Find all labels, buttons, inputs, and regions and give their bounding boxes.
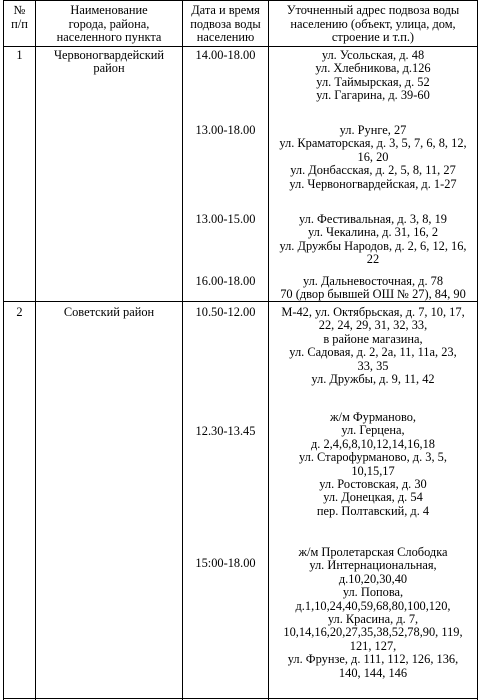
table-border-right — [477, 0, 478, 700]
delivery-time: 14.00-18.00 — [195, 48, 256, 62]
header-name — [36, 4, 182, 45]
header-divider — [3, 46, 478, 47]
address-line: 10,15,17 — [351, 463, 395, 478]
header-address — [269, 4, 477, 45]
header-address-line: населению (объект, улица, дом, — [290, 16, 456, 31]
address-line: ул. Дружбы, д. 9, 11, 42 — [311, 372, 435, 387]
address-line: ул. Дальневосточная, д. 78 — [302, 274, 444, 288]
delivery-address — [269, 124, 477, 191]
address-line: 10,14,16,20,27,35,38,52,78,90, 119, — [283, 625, 463, 640]
delivery-address — [269, 213, 477, 267]
delivery-time: 15:00-18.00 — [195, 556, 256, 570]
address-line: пер. Полтавский, д. 4 — [316, 503, 430, 518]
delivery-time: 10.50-12.00 — [195, 305, 256, 319]
address-line: ул. Гагарина, д. 39-60 — [316, 88, 430, 103]
address-line: ул. Ростовская, д. 30 — [319, 477, 427, 492]
delivery-time: 13.00-18.00 — [195, 123, 256, 137]
address-line: 22 — [366, 252, 380, 267]
address-line: ул. Хлебникова, д.126 — [315, 61, 431, 76]
header-time-line: населению — [196, 30, 255, 45]
table-border-top — [3, 0, 478, 1]
address-line: 70 (двор бывшей ОШ № 27), 84, 90 — [280, 287, 466, 302]
header-address-line: Уточненный адрес подвоза воды — [286, 3, 460, 17]
address-line: ул. Донбасская, д. 2, 5, 8, 11, 27 — [290, 163, 456, 178]
address-line: ж/м Пролетарская Слободка — [298, 545, 448, 559]
delivery-address — [269, 49, 477, 103]
delivery-address — [269, 411, 477, 518]
address-line: ул. Донецкая, д. 54 — [323, 490, 423, 505]
address-line: 16, 20 — [357, 149, 389, 164]
delivery-time: 13.00-15.00 — [195, 212, 256, 226]
district-name-line: район — [93, 61, 125, 76]
address-line: ул. Фрунзе, д. 111, 112, 126, 136, — [287, 652, 459, 667]
header-time — [183, 4, 268, 45]
district-name-line: Червоногвардейский — [53, 48, 165, 62]
delivery-time: 16.00-18.00 — [195, 274, 256, 288]
header-name-line: Наименование — [70, 3, 148, 17]
address-line: 121, 127, — [349, 638, 397, 653]
column-divider — [182, 0, 183, 700]
table-border-left — [3, 0, 4, 700]
water-delivery-table — [3, 0, 478, 700]
address-line: М-42, ул. Октябрьская, д. 7, 10, 17, — [281, 305, 465, 319]
address-line: ул. Дружбы Народов, д. 2, 6, 12, 16, — [279, 238, 467, 253]
address-line: ул. Рунге, 27 — [339, 123, 407, 137]
address-line: ул. Краматорская, д. 3, 5, 7, 6, 8, 12, — [279, 136, 467, 151]
table-border-bottom — [3, 698, 478, 699]
row-number: 2 — [16, 305, 23, 319]
header-num-line: № — [13, 3, 26, 17]
delivery-address — [269, 306, 477, 386]
address-line: ул. Попова, — [342, 585, 404, 600]
address-line: ул. Старофурманово, д. 3, 5, — [299, 450, 447, 465]
header-name-line: города, района, — [68, 16, 150, 31]
address-line: д. 2,4,6,8,10,12,14,16,18 — [310, 436, 435, 451]
header-time-line: Дата и время — [191, 3, 260, 17]
address-line: д.10,20,30,40 — [338, 571, 408, 586]
address-line: ж/м Фурманово, — [329, 410, 417, 424]
delivery-time: 12.30-13.45 — [195, 424, 256, 438]
address-line: ул. Таймырская, д. 52 — [316, 74, 430, 89]
column-divider — [35, 0, 36, 700]
address-line: ул. Интернациональная, — [309, 558, 437, 573]
district-name-line: Советский район — [63, 305, 155, 319]
row-number: 1 — [16, 48, 23, 62]
address-line: ул. Чекалина, д. 31, 16, 2 — [307, 225, 439, 240]
delivery-address — [269, 546, 477, 680]
address-line: 140, 144, 146 — [338, 665, 408, 680]
header-num-line: п/п — [11, 16, 28, 31]
delivery-address — [269, 275, 477, 302]
district-name — [36, 306, 182, 319]
address-line: ул. Герцена, — [341, 423, 405, 438]
address-line: в районе магазина, — [323, 331, 423, 346]
header-address-line: строение и т.п.) — [331, 30, 415, 45]
header-name-line: населенного пункта — [56, 30, 162, 45]
address-line: д.1,10,24,40,59,68,80,100,120, — [295, 598, 451, 613]
header-num — [4, 4, 35, 31]
address-line: ул. Червоногвардейская, д. 1-27 — [289, 176, 457, 191]
address-line: 33, 35 — [357, 358, 389, 373]
address-line: ул. Усольская, д. 48 — [321, 48, 425, 62]
header-time-line: подвоза воды — [190, 16, 261, 31]
address-line: ул. Фестивальная, д. 3, 8, 19 — [299, 212, 447, 226]
address-line: ул. Садовая, д. 2, 2а, 11, 11а, 23, — [289, 345, 457, 360]
address-line: ул. Красина, д. 7, — [327, 612, 419, 627]
address-line: 22, 24, 29, 31, 32, 33, — [318, 318, 428, 333]
district-name — [36, 49, 182, 76]
